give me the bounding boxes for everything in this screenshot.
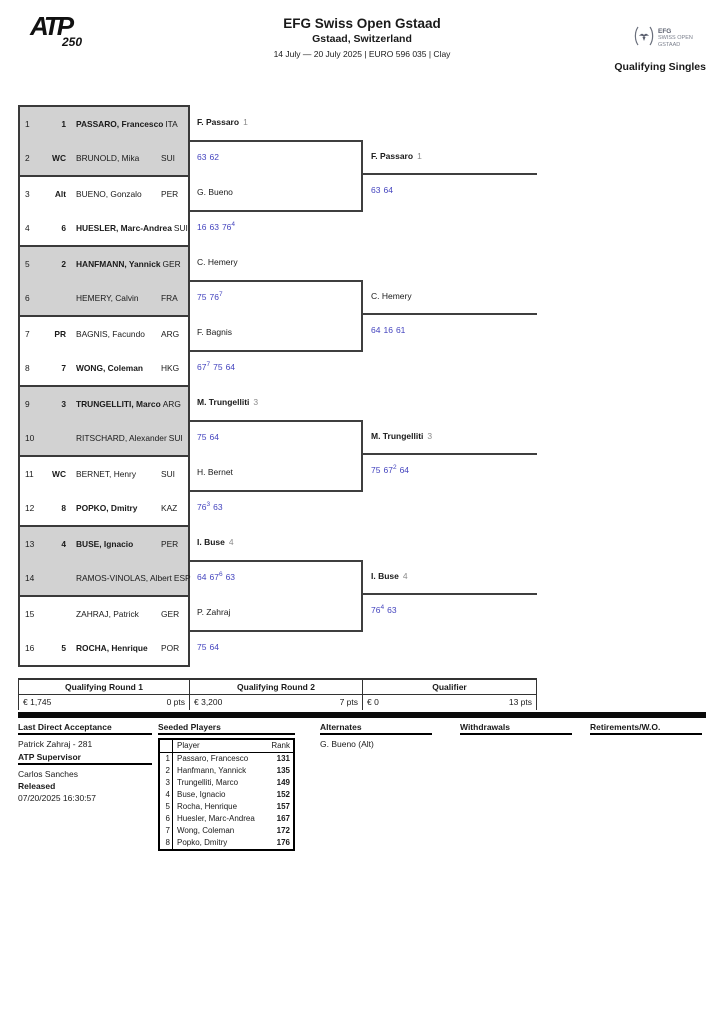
players-table bbox=[18, 105, 190, 667]
winner-name: C. Hemery bbox=[197, 257, 238, 267]
seeded-player-row: 7 Wong, Coleman 172 bbox=[160, 825, 293, 837]
seed-entry: 2 bbox=[61, 259, 66, 269]
player-country: PER bbox=[161, 189, 179, 199]
seed-entry: WC bbox=[52, 153, 66, 163]
player-name: PASSARO, Francesco bbox=[76, 119, 164, 129]
draw-position: 2 bbox=[25, 153, 30, 163]
seeded-player-row: 4 Buse, Ignacio 152 bbox=[160, 789, 293, 801]
points-column bbox=[363, 680, 537, 710]
atp-logo-tier: 250 bbox=[62, 35, 83, 49]
player-name: HEMERY, Calvin bbox=[76, 293, 139, 303]
prize-money: € 3,200 bbox=[194, 697, 223, 707]
draw-position: 13 bbox=[25, 539, 35, 549]
winner-name: H. Bernet bbox=[197, 467, 233, 477]
pair-block bbox=[18, 245, 190, 317]
round1-score: 75 64 bbox=[197, 642, 219, 652]
draw-position: 16 bbox=[25, 643, 35, 653]
efg-logo-text bbox=[658, 28, 693, 49]
winner-name: G. Bueno bbox=[197, 187, 233, 197]
player-row bbox=[20, 317, 188, 351]
section-title: Alternates bbox=[320, 722, 432, 735]
round1-score: 16 63 $76^4$ bbox=[197, 221, 236, 232]
seeded-player-row: 6 Huesler, Marc-Andrea 167 bbox=[160, 813, 293, 825]
seeded-table-header bbox=[160, 740, 293, 753]
bracket-connector bbox=[361, 140, 363, 212]
winner-name: C. Hemery bbox=[371, 291, 412, 301]
seeded-player-row: 1 Passaro, Francesco 131 bbox=[160, 753, 293, 765]
draw-position: 10 bbox=[25, 433, 35, 443]
seeded-player-row: 8 Popko, Dmitry 176 bbox=[160, 837, 293, 849]
section-divider-bar bbox=[18, 712, 706, 718]
draw-position: 9 bbox=[25, 399, 30, 409]
seed-entry: 8 bbox=[61, 503, 66, 513]
player-country: ESP bbox=[173, 573, 191, 583]
retirements-section bbox=[590, 722, 702, 738]
round-header: Qualifier bbox=[363, 680, 536, 695]
seed-entry: 6 bbox=[61, 223, 66, 233]
seed-entry: 3 bbox=[61, 399, 66, 409]
player-country: PER bbox=[161, 539, 179, 549]
draw-position: 7 bbox=[25, 329, 30, 339]
player-row bbox=[20, 107, 188, 141]
player-row bbox=[20, 281, 188, 315]
player-name: BERNET, Henry bbox=[76, 469, 137, 479]
round-header: Qualifying Round 1 bbox=[19, 680, 189, 695]
player-name: BAGNIS, Facundo bbox=[76, 329, 145, 339]
tournament-meta: 14 July — 20 July 2025 | EURO 596 035 | Clay bbox=[273, 49, 451, 59]
round1-score: 75 64 bbox=[197, 432, 219, 442]
points-column bbox=[18, 680, 190, 710]
draw-position: 1 bbox=[25, 119, 30, 129]
player-row bbox=[20, 491, 188, 525]
player-country: SUI bbox=[168, 433, 183, 443]
bracket-connector bbox=[361, 280, 363, 352]
seed-entry: 4 bbox=[61, 539, 66, 549]
efg-logo-line3: GSTAAD bbox=[658, 42, 681, 48]
round2-winner bbox=[371, 280, 416, 313]
atp-logo-word: ATP bbox=[30, 11, 72, 41]
draw-position: 8 bbox=[25, 363, 30, 373]
seeded-players-section bbox=[158, 722, 295, 851]
player-row bbox=[20, 457, 188, 491]
pair-block bbox=[18, 175, 190, 247]
section-title: Retirements/W.O. bbox=[590, 722, 702, 735]
seed-entry: Alt bbox=[54, 189, 66, 199]
player-name: RAMOS-VINOLAS, Albert bbox=[76, 573, 172, 583]
seeded-player-row: 3 Trungelliti, Marco 149 bbox=[160, 777, 293, 789]
draw-position: 5 bbox=[25, 259, 30, 269]
last-direct-acceptance-value: Patrick Zahraj - 281 bbox=[18, 739, 93, 749]
winner-seed: 3 bbox=[427, 431, 433, 441]
player-name: WONG, Coleman bbox=[76, 363, 144, 373]
round1-winner bbox=[197, 385, 258, 420]
player-name: HANFMANN, Yannick bbox=[76, 259, 161, 269]
player-country: SUI bbox=[173, 223, 188, 233]
column-rank: Rank bbox=[271, 741, 290, 750]
player-country: GER bbox=[161, 609, 180, 619]
player-row bbox=[20, 597, 188, 631]
round1-winner bbox=[197, 595, 234, 630]
player-name: POPKO, Dmitry bbox=[76, 503, 138, 513]
winner-name: F. Bagnis bbox=[197, 327, 232, 337]
pair-block bbox=[18, 385, 190, 457]
ranking-points: 7 pts bbox=[339, 697, 358, 707]
wreath-emblem-icon bbox=[633, 24, 655, 53]
seed-entry: 7 bbox=[61, 363, 66, 373]
player-name: HUESLER, Marc-Andrea bbox=[76, 223, 172, 233]
round1-score: $67^7$ 75 64 bbox=[197, 361, 236, 372]
player-country: GER bbox=[162, 259, 181, 269]
seed-entry: 1 bbox=[61, 119, 66, 129]
player-row bbox=[20, 247, 188, 281]
player-country: SUI bbox=[161, 153, 175, 163]
tournament-location: Gstaad, Switzerland bbox=[312, 33, 412, 45]
section-title: ATP Supervisor bbox=[18, 752, 152, 765]
round2-score: 64 16 61 bbox=[371, 325, 406, 335]
draw-position: 14 bbox=[25, 573, 35, 583]
efg-logo-line1: EFG bbox=[658, 28, 672, 35]
round1-score: 64 $67^6$ 63 bbox=[197, 571, 236, 582]
winner-seed: 1 bbox=[417, 151, 422, 161]
winner-name: F. Passaro bbox=[197, 117, 240, 127]
section-title: Last Direct Acceptance bbox=[18, 722, 152, 735]
draw-position: 12 bbox=[25, 503, 35, 513]
round1-winner bbox=[197, 315, 236, 350]
seed-entry: PR bbox=[54, 329, 66, 339]
last-direct-acceptance-section bbox=[18, 722, 152, 804]
winner-name: M. Trungelliti bbox=[197, 397, 250, 407]
tournament-title: EFG Swiss Open Gstaad bbox=[283, 16, 441, 31]
winner-name: I. Buse bbox=[371, 571, 399, 581]
round2-winner bbox=[371, 560, 408, 593]
round2-score: $76^4$ 63 bbox=[371, 604, 397, 615]
winner-name: P. Zahraj bbox=[197, 607, 231, 617]
tournament-header bbox=[0, 11, 724, 59]
draw-type-label: Qualifying Singles bbox=[614, 61, 706, 73]
column-player: Player bbox=[177, 741, 200, 750]
draw-position: 6 bbox=[25, 293, 30, 303]
winner-seed: 1 bbox=[243, 117, 248, 127]
player-row bbox=[20, 387, 188, 421]
pair-block bbox=[18, 455, 190, 527]
player-country: POR bbox=[161, 643, 180, 653]
player-name: BUSE, Ignacio bbox=[76, 539, 134, 549]
player-row bbox=[20, 527, 188, 561]
winner-name: M. Trungelliti bbox=[371, 431, 424, 441]
player-country: ARG bbox=[161, 329, 180, 339]
round1-winner bbox=[197, 175, 237, 210]
ranking-points: 0 pts bbox=[166, 697, 185, 707]
alternates-section bbox=[320, 722, 432, 750]
draw-position: 4 bbox=[25, 223, 30, 233]
winner-name: F. Passaro bbox=[371, 151, 414, 161]
section-title: Withdrawals bbox=[460, 722, 572, 735]
winner-seed: 4 bbox=[402, 571, 408, 581]
round2-score: 75 $67^2$ 64 bbox=[371, 464, 410, 475]
bracket-connector bbox=[361, 560, 363, 632]
withdrawals-section bbox=[460, 722, 572, 738]
pair-block bbox=[18, 595, 190, 667]
atp-supervisor-value: Carlos Sanches bbox=[18, 769, 79, 779]
points-prize-table bbox=[18, 678, 537, 710]
released-timestamp: 07/20/2025 16:30:57 bbox=[18, 793, 96, 803]
player-row bbox=[20, 421, 188, 455]
player-name: TRUNGELLITI, Marco bbox=[76, 399, 161, 409]
player-country: SUI bbox=[161, 469, 175, 479]
seeded-player-row: 5 Rocha, Henrique 157 bbox=[160, 801, 293, 813]
ranking-points: 13 pts bbox=[508, 697, 532, 707]
player-country: ARG bbox=[162, 399, 181, 409]
round1-score: $76^3$ 63 bbox=[197, 501, 223, 512]
prize-money: € 0 bbox=[367, 697, 379, 707]
player-name: ZAHRAJ, Patrick bbox=[76, 609, 139, 619]
player-row bbox=[20, 141, 188, 175]
round1-winner bbox=[197, 245, 242, 280]
round1-winner bbox=[197, 105, 248, 140]
round2-winner bbox=[371, 420, 432, 453]
player-row bbox=[20, 211, 188, 245]
player-name: ROCHA, Henrique bbox=[76, 643, 148, 653]
player-row bbox=[20, 351, 188, 385]
player-row bbox=[20, 177, 188, 211]
draw-position: 3 bbox=[25, 189, 30, 199]
round2-winner bbox=[371, 140, 422, 173]
player-country: FRA bbox=[161, 293, 178, 303]
pair-block bbox=[18, 315, 190, 387]
efg-logo-line2: SWISS OPEN bbox=[658, 35, 693, 41]
player-country: KAZ bbox=[161, 503, 178, 513]
round1-score: 75 $76^7$ bbox=[197, 291, 223, 302]
bracket-connector bbox=[361, 420, 363, 492]
alternate-entry: G. Bueno (Alt) bbox=[320, 739, 374, 749]
prize-money: € 1,745 bbox=[23, 697, 52, 707]
winner-seed: 3 bbox=[253, 397, 259, 407]
player-row bbox=[20, 631, 188, 665]
player-name: RITSCHARD, Alexander bbox=[76, 433, 167, 443]
pair-block bbox=[18, 525, 190, 597]
winner-seed: 4 bbox=[228, 537, 234, 547]
seeded-players-table bbox=[158, 738, 295, 851]
round-header: Qualifying Round 2 bbox=[190, 680, 362, 695]
player-name: BRUNOLD, Mika bbox=[76, 153, 140, 163]
section-title: Seeded Players bbox=[158, 722, 295, 735]
player-country: HKG bbox=[161, 363, 180, 373]
released-label: Released bbox=[18, 781, 56, 791]
seeded-player-row: 2 Hanfmann, Yannick 135 bbox=[160, 765, 293, 777]
round1-winner bbox=[197, 455, 237, 490]
points-column bbox=[190, 680, 363, 710]
player-country: ITA bbox=[165, 119, 178, 129]
round1-winner bbox=[197, 525, 234, 560]
pair-block bbox=[18, 105, 190, 177]
player-row bbox=[20, 561, 191, 595]
seed-entry: WC bbox=[52, 469, 66, 479]
round1-score: 63 62 bbox=[197, 152, 219, 162]
winner-name: I. Buse bbox=[197, 537, 225, 547]
round2-score: 63 64 bbox=[371, 185, 393, 195]
efg-gstaad-logo bbox=[633, 24, 693, 53]
seed-entry: 5 bbox=[61, 643, 66, 653]
draw-position: 11 bbox=[25, 469, 34, 479]
player-name: BUENO, Gonzalo bbox=[76, 189, 142, 199]
draw-position: 15 bbox=[25, 609, 35, 619]
